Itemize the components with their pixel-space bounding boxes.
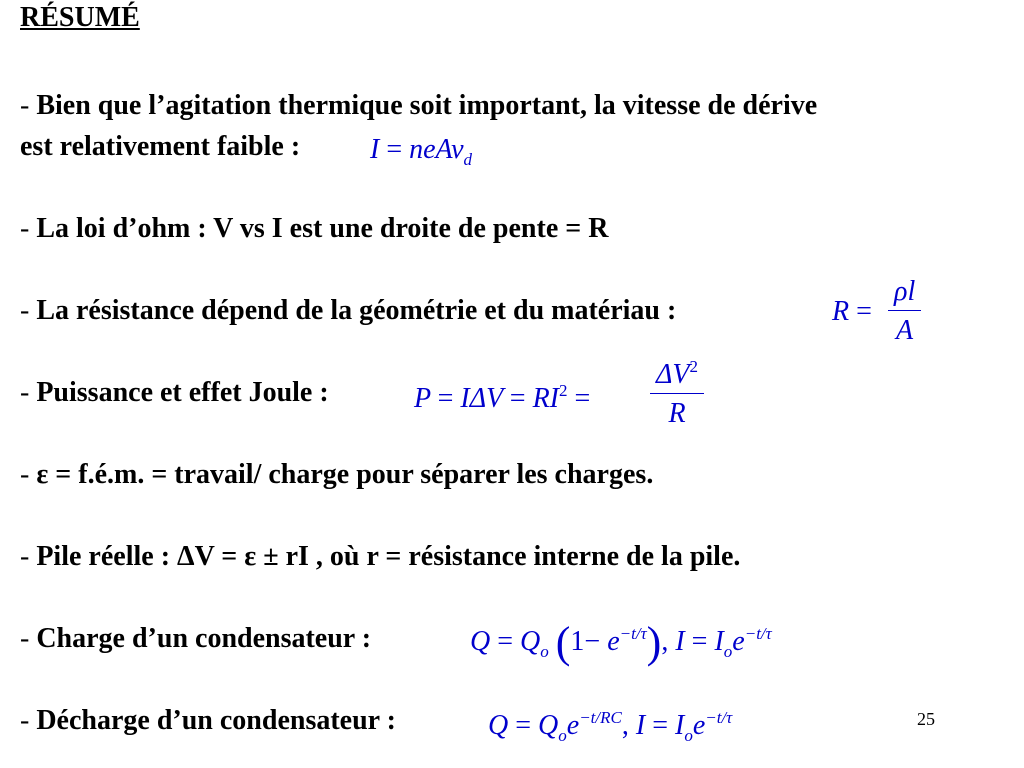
bullet-ohm-law <box>20 209 608 249</box>
formula-equals: = <box>437 383 454 414</box>
bullet-text: Puissance et effet Joule : <box>36 377 329 408</box>
formula-symbol: neAv <box>409 134 464 165</box>
formula-symbol: e <box>566 710 580 741</box>
fraction-denominator: R <box>668 398 686 429</box>
formula-subscript: o <box>684 726 693 745</box>
formula-current-drift <box>370 136 472 168</box>
bullet-dash: - <box>20 623 37 654</box>
formula-equals: = <box>574 383 591 414</box>
formula-equals: = <box>497 626 514 657</box>
bullet-dash: - <box>20 541 37 572</box>
formula-equals: = <box>509 383 526 414</box>
formula-power <box>414 382 590 413</box>
bullet-joule <box>20 373 329 413</box>
formula-number: 1 <box>570 626 585 657</box>
formula-exponent: −t/τ <box>744 624 772 643</box>
bullet-drift-velocity <box>20 86 817 126</box>
bullet-resistance <box>20 291 676 331</box>
formula-equals: = <box>386 134 403 165</box>
formula-symbol: R <box>832 296 850 327</box>
formula-equals: = <box>691 626 708 657</box>
formula-exponent: −t/RC <box>579 708 622 727</box>
formula-minus: − <box>584 626 601 657</box>
formula-subscript: d <box>463 150 473 169</box>
page-number: 25 <box>917 709 935 729</box>
bullet-text: Pile réelle : ΔV = ε ± rI , où r = résistance interne de la pile. <box>36 541 741 572</box>
formula-comma: , <box>661 626 669 657</box>
formula-symbol: I <box>714 626 724 657</box>
formula-symbol: P <box>414 383 431 414</box>
formula-subscript: o <box>558 726 567 745</box>
formula-superscript: 2 <box>559 381 568 400</box>
formula-symbol: Q <box>488 710 509 741</box>
formula-power-fraction <box>650 358 704 428</box>
formula-exponent: −t/τ <box>619 624 647 643</box>
bullet-dash: - <box>20 90 37 121</box>
formula-subscript: o <box>723 642 733 661</box>
bullet-drift-velocity-cont <box>20 127 300 167</box>
formula-symbol: e <box>607 626 620 657</box>
formula-subscript: o <box>540 642 549 661</box>
bullet-dash: - <box>20 377 37 408</box>
formula-symbol: e <box>692 710 706 741</box>
formula-equals: = <box>856 296 872 327</box>
bullet-text: Charge d’un condensateur : <box>36 623 372 654</box>
bullet-text: La loi d’ohm : V vs I est une droite de pente = R <box>36 213 609 244</box>
bullet-text: Décharge d’un condensateur : <box>36 705 396 736</box>
bullet-dash: - <box>20 705 37 736</box>
bullet-dash: - <box>20 295 37 326</box>
formula-symbol: RI <box>532 383 559 414</box>
formula-equals: = <box>515 710 532 741</box>
bullet-text: ε = f.é.m. = travail/ charge pour séparer les charges. <box>36 459 654 490</box>
formula-symbol: IΔV <box>460 383 503 414</box>
formula-symbol: Q <box>538 710 559 741</box>
bullet-text: est relativement faible : <box>20 131 301 162</box>
fraction-numerator <box>650 358 704 394</box>
bullet-real-cell <box>20 537 740 577</box>
bullet-capacitor-discharge <box>20 701 396 741</box>
slide-title: RÉSUMÉ <box>20 2 140 33</box>
formula-exponent: −t/τ <box>705 708 733 727</box>
formula-comma: , <box>621 710 629 741</box>
bullet-dash: - <box>20 459 37 490</box>
formula-resistance-fraction <box>888 278 921 345</box>
formula-symbol: ΔV <box>656 359 690 390</box>
formula-equals: = <box>652 710 668 741</box>
formula-symbol: I <box>674 710 685 741</box>
formula-symbol: Q <box>520 626 541 657</box>
bullet-capacitor-charge <box>20 619 371 659</box>
formula-superscript: 2 <box>689 357 699 376</box>
formula-symbol: I <box>635 710 646 741</box>
formula-resistance-lhs <box>832 298 872 326</box>
formula-capacitor-discharge <box>488 709 732 744</box>
bullet-dash: - <box>20 213 37 244</box>
formula-left-paren: ( <box>555 618 571 667</box>
formula-right-paren: ) <box>646 618 662 667</box>
fraction-numerator: ρl <box>888 278 921 311</box>
formula-symbol: I <box>675 626 685 657</box>
fraction-denominator: A <box>896 315 914 346</box>
bullet-text: Bien que l’agitation thermique soit important, la vitesse de dérive <box>36 90 818 121</box>
formula-capacitor-charge <box>470 618 772 667</box>
bullet-emf <box>20 455 653 495</box>
bullet-text: La résistance dépend de la géométrie et du matériau : <box>36 295 677 326</box>
formula-symbol: Q <box>470 626 491 657</box>
formula-symbol: I <box>370 134 380 165</box>
formula-symbol: e <box>732 626 745 657</box>
